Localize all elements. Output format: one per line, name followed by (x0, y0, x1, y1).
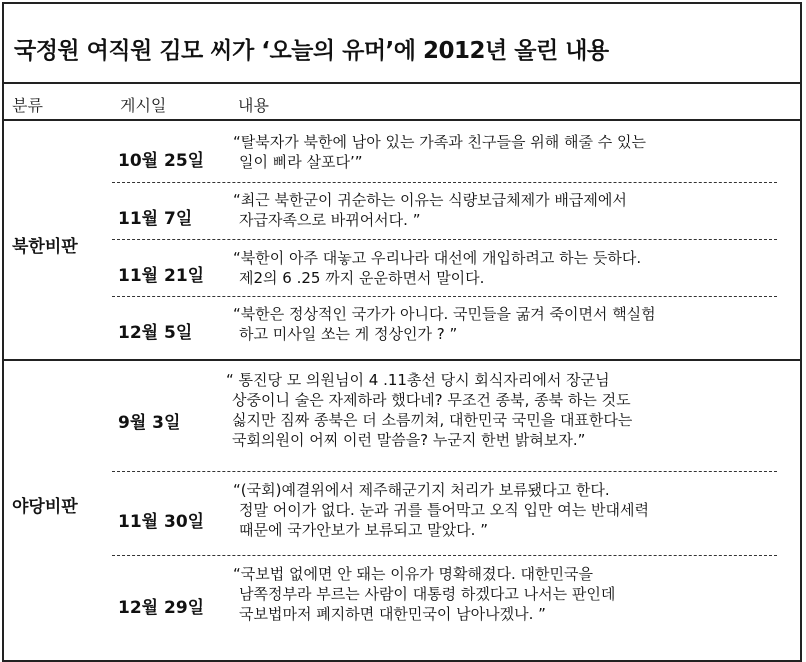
content-line: “북한이 아주 대놓고 우리나라 대선에 개입하려고 하는 듯하다. (233, 249, 642, 267)
category-north-korea-criticism: 북한비판 (12, 237, 78, 257)
table-title: 국정원 여직원 김모 씨가 ‘오늘의 유머’에 2012년 올린 내용 (14, 38, 609, 64)
row-date: 10월 25일 (118, 151, 205, 171)
section-divider (2, 359, 802, 361)
row-content (233, 564, 615, 624)
row-content (233, 248, 641, 288)
row-content (233, 480, 649, 540)
row-date: 12월 5일 (118, 323, 193, 343)
content-line: 국보법마저 폐지하면 대한민국이 남아나겠나. ” (239, 605, 546, 623)
content-line: 상중이니 술은 자제하라 했다네? 무조건 종북, 종북 하는 것도 (232, 391, 631, 409)
category-opposition-criticism: 야당비판 (12, 497, 78, 517)
row-divider (112, 555, 777, 556)
content-line: 자급자족으로 바뀌어서다. ” (239, 211, 421, 229)
content-line: “(국회)예결위에서 제주해군기지 처리가 보류됐다고 한다. (233, 481, 610, 499)
row-divider (112, 471, 777, 472)
content-line: “최근 북한군이 귀순하는 이유는 식량보급체제가 배급제에서 (233, 191, 627, 209)
content-line: 남쪽정부라 부르는 사람이 대통령 하겠다고 나서는 판인데 (239, 585, 616, 603)
row-content (233, 132, 646, 172)
row-divider (112, 239, 777, 240)
column-header-content: 내용 (238, 96, 269, 115)
content-line: “북한은 정상적인 국가가 아니다. 국민들을 굶겨 죽이면서 핵실험 (233, 305, 656, 323)
content-line: 하고 미사일 쏘는 게 정상인가 ? ” (239, 325, 458, 343)
row-date: 9월 3일 (118, 413, 181, 433)
content-line: 때문에 국가안보가 보류되고 말았다. ” (239, 521, 488, 539)
row-date: 12월 29일 (118, 598, 205, 618)
content-line: 싫지만 짐짜 종북은 더 소름끼쳐, 대한민국 국민을 대표한다는 (232, 411, 633, 429)
row-date: 11월 21일 (118, 266, 205, 286)
content-line: “국보법 없에면 안 돼는 이유가 명확해졌다. 대한민국을 (233, 565, 593, 583)
content-line: 일이 삐라 살포다’” (239, 153, 363, 171)
content-line: 정말 어이가 없다. 눈과 귀를 틀어막고 오직 입만 여는 반대세력 (239, 501, 649, 519)
column-header-category: 분류 (12, 96, 43, 115)
content-line: 국회의원이 어찌 이런 말씀을? 누군지 한번 밝혀보자.” (232, 431, 586, 449)
content-line: “탈북자가 북한에 남아 있는 가족과 친구들을 위해 해줄 수 있는 (233, 133, 646, 151)
title-divider (2, 82, 802, 84)
content-line: 제2의 6 .25 까지 운운하면서 말이다. (239, 269, 485, 287)
row-content (233, 190, 627, 230)
row-divider (112, 182, 777, 183)
content-line: “ 통진당 모 의원님이 4 .11총선 당시 회식자리에서 장군님 (226, 371, 610, 389)
row-content (226, 370, 632, 450)
header-divider (2, 119, 802, 121)
row-date: 11월 30일 (118, 512, 205, 532)
column-header-date: 게시일 (120, 96, 167, 115)
row-content (233, 304, 656, 344)
row-divider (112, 296, 777, 297)
row-date: 11월 7일 (118, 209, 193, 229)
